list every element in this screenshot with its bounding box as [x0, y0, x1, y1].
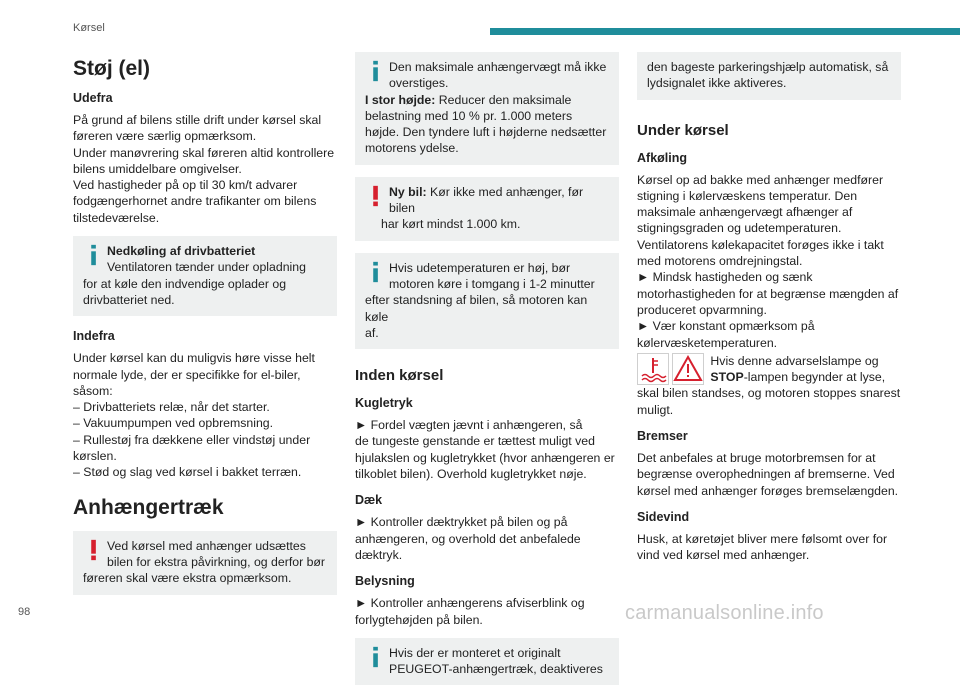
column-3: [637, 52, 901, 564]
cooling-text: Kørsel op ad bakke med anhænger medfører stigning i kølervæskens temperatur. Den maksimale anhængervægt afhænger af stigningsgraden og udetemperaturen. Ventilatorens kølekapacitet forøges ikke i takt med motorens omdrejningstal. ► Mindsk hastigheden og sænk motorhastigheden for at begrænse mængden af produceret opvarmning. ► Vær konstant opmærksom på kølervæsketemperaturen.: [637, 172, 899, 350]
crosswind-text: Husk, at køretøjet bliver mere følsomt over for vind ved kørsel med anhænger.: [637, 531, 888, 563]
lighting-text: ► Kontroller anhængerens afviserblink og forlygtehøjden på bilen.: [355, 596, 585, 627]
heading-cooling: Afkøling: [637, 150, 687, 165]
info-box-battery-cooling: Nedkøling af drivbatteriet Ventilatoren tænder under opladning for at køle den indvendige oplader og drivbatteriet ned.: [73, 236, 337, 316]
page-number: 98: [18, 606, 31, 618]
info-box-max-weight: Den maksimale anhængervægt må ikke overstiges. I stor højde: Reducer den maksimale belastning med 10 % pr. 1.000 meters højde. Den tyndere luft i højderne nedsætter motorens ydelse.: [355, 52, 619, 165]
info-box-original-towbar: Hvis der er monteret et originalt PEUGEOT-anhængertræk, deaktiveres: [355, 638, 619, 686]
column-2: [355, 52, 619, 697]
brakes-text: Det anbefales at bruge motorbremsen for at begrænse overophedningen af bremserne. Ved kørsel med anhænger forøges bremselængden.: [637, 451, 899, 498]
warning-box-trailer: Ved kørsel med anhænger udsættes bilen for ekstra påvirkning, og derfor bør føreren skal være ekstra opmærksom.: [73, 531, 337, 595]
heading-before-driving: Inden kørsel: [355, 367, 444, 385]
ball-pressure-text: ► Fordel vægten jævnt i anhængeren, så de tungeste genstande er tættest muligt ved hjulakslen og kugletrykket (hvor anhængeren er tilkoblet bilen). Overhold kugletrykket nøje.: [355, 418, 615, 482]
header-section-title: Kørsel: [73, 22, 105, 34]
heading-ball-pressure: Kugletryk: [355, 396, 413, 411]
heading-brakes: Bremser: [637, 429, 688, 444]
heading-while-driving: Under kørsel: [637, 121, 729, 139]
info-icon: [365, 59, 387, 83]
warning-exclamation-icon: [83, 538, 105, 562]
info-box-idle-engine: Hvis udetemperaturen er høj, bør motoren køre i tomgang i 1-2 minutter efter standsning af bilen, så motoren kan køle af.: [355, 253, 619, 349]
warning-triangle-icon: [672, 353, 704, 385]
warning-lamp-block: Hvis denne advarselslampe og STOP-lampen begynder at lyse, skal bilen standses, og motoren stoppes snarest muligt.: [637, 353, 901, 417]
info-icon: [365, 260, 387, 284]
info-icon: [83, 243, 105, 267]
info-box-parking-aid: den bageste parkeringshjælp automatisk, så lydsignalet ikke aktiveres.: [637, 52, 901, 100]
section-title-trailer: Anhængertræk: [73, 495, 224, 519]
watermark: carmanualsonline.info: [625, 602, 824, 624]
inside-text: Under kørsel kan du muligvis høre visse helt normale lyde, der er specifikke for el-biler, såsom: – Drivbatteriets relæ, når det starter. – Vakuumpumpen ved opbremsning. – Rullestøj fra dækkene eller vindstøj under kørslen. – Stød og slag ved kørsel i bakket terræn.: [73, 351, 315, 480]
header-accent-bar: [490, 28, 960, 35]
column-1: [73, 52, 337, 607]
tyres-text: ► Kontroller dæktrykket på bilen og på anhængeren, og overhold det anbefalede dæktryk.: [355, 515, 581, 562]
heading-inside: Indefra: [73, 329, 115, 344]
info-icon: [365, 645, 387, 669]
section-title-noise: Støj (el): [73, 57, 150, 80]
heading-tyres: Dæk: [355, 493, 383, 508]
heading-lighting: Belysning: [355, 574, 415, 589]
heading-crosswind: Sidevind: [637, 509, 690, 524]
warning-box-new-car: Ny bil: Kør ikke med anhænger, før bilen har kørt mindst 1.000 km.: [355, 177, 619, 241]
heading-outside: Udefra: [73, 91, 113, 105]
warning-exclamation-icon: [365, 184, 387, 208]
coolant-temperature-icon: [637, 353, 669, 385]
outside-text: På grund af bilens stille drift under kørsel skal føreren være særlig opmærksom. Under manøvrering skal føreren altid kontrollere bilens umiddelbare omgivelser. Ved hastigheder på op til 30 km/t advarer fodgængerhornet andre trafikanter om bilens tilstedeværelse.: [73, 113, 335, 225]
